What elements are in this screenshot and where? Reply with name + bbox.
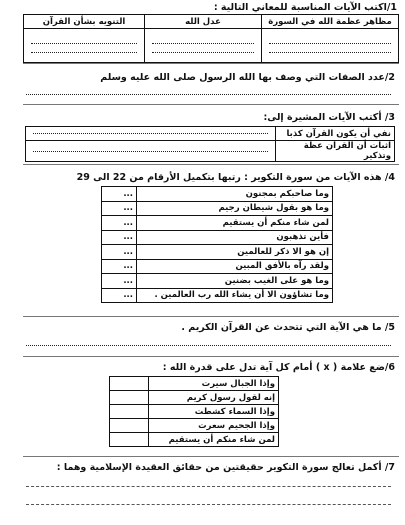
q4-number-cell[interactable]: ... xyxy=(102,230,137,245)
q6-verse: وإذا الجحيم سعرت xyxy=(149,419,279,433)
q4-table xyxy=(101,186,333,303)
q5-title: 5/ ما هي الآية التي تتحدث عن القرآن الكريم . xyxy=(181,322,395,333)
q3-answer-cell[interactable] xyxy=(26,141,276,162)
q6-verse: وإذا السماء كشطت xyxy=(149,405,279,419)
q4-number-cell[interactable]: ... xyxy=(102,259,137,274)
q6-verse: وإذا الجبال سيرت xyxy=(149,377,279,391)
q4-number-cell[interactable]: ... xyxy=(102,245,137,260)
section-divider xyxy=(23,104,399,105)
q1-answer-cell[interactable] xyxy=(24,29,145,63)
q3-answer-cell[interactable] xyxy=(26,127,276,141)
q1-header-greatness: مظاهر عظمة الله في السورة xyxy=(262,15,399,29)
q1-table xyxy=(23,14,399,63)
q6-mark-cell[interactable] xyxy=(110,377,149,391)
q5-answer-line[interactable] xyxy=(26,345,391,346)
q4-verse: إن هو الا ذكر للعالمين xyxy=(137,245,333,260)
q4-number-cell[interactable]: ... xyxy=(102,288,137,303)
q1-header-quran: التنويه بشأن القرآن xyxy=(24,15,145,29)
q6-table xyxy=(109,376,279,447)
q1-header-justice: عدل الله xyxy=(145,15,262,29)
q3-title: 3/ أكتب الآيات المشيرة إلى: xyxy=(263,112,395,123)
q4-verse: ولقد رآه بالأفق المبين xyxy=(137,259,333,274)
q6-title: 6/ضع علامة ( x ) أمام كل آية تدل على قدرة الله : xyxy=(162,362,395,373)
q3-table xyxy=(25,126,395,162)
section-divider xyxy=(23,316,399,317)
q1-answer-cell[interactable] xyxy=(262,29,399,63)
q1-answer-cell[interactable] xyxy=(145,29,262,63)
q4-number-cell[interactable]: ... xyxy=(102,201,137,216)
q7-title: 7/ أكمل تعالج سورة التكوير حقيقتين من حقائق العقيدة الإسلامية وهما : xyxy=(56,462,395,473)
q6-mark-cell[interactable] xyxy=(110,391,149,405)
q6-verse: إنه لقول رسول كريم xyxy=(149,391,279,405)
section-divider xyxy=(23,356,399,357)
section-divider xyxy=(23,63,399,64)
q4-verse: وما صاحبكم بمجنون xyxy=(137,187,333,202)
section-divider xyxy=(23,164,399,165)
q7-answer-line[interactable] xyxy=(26,486,391,487)
q2-answer-line[interactable] xyxy=(26,94,391,95)
q4-verse: فأين تذهبون xyxy=(137,230,333,245)
q4-number-cell[interactable]: ... xyxy=(102,187,137,202)
q4-verse: لمن شاء منكم أن يستقيم xyxy=(137,216,333,231)
q6-mark-cell[interactable] xyxy=(110,419,149,433)
q1-title: 1/اكتب الآيات المناسبة للمعاني التالية : xyxy=(213,2,397,13)
q6-verse: لمن شاء منكم أن يستقيم xyxy=(149,433,279,447)
section-divider xyxy=(23,456,399,457)
q6-mark-cell[interactable] xyxy=(110,405,149,419)
q2-title: 2/عدد الصفات التي وصف بها الله الرسول صلى الله عليه وسلم xyxy=(100,72,395,83)
q4-verse: وما هو على الغيب بضنين xyxy=(137,274,333,289)
q4-verse: وما هو بقول شيطان رجيم xyxy=(137,201,333,216)
q3-row-label: اثبات أن القرآن عظة وتذكير xyxy=(276,141,395,162)
q4-number-cell[interactable]: ... xyxy=(102,216,137,231)
q3-row-label: نفي أن يكون القرآن كذبا xyxy=(276,127,395,141)
q6-mark-cell[interactable] xyxy=(110,433,149,447)
q4-number-cell[interactable]: ... xyxy=(102,274,137,289)
q4-title: 4/ هذه الآيات من سورة التكوير : رتبها بتكميل الأرقام من 22 الى 29 xyxy=(76,172,395,183)
q7-answer-line[interactable] xyxy=(26,504,391,505)
q4-verse: وما تشاؤون الا أن يشاء الله رب العالمين . xyxy=(137,288,333,303)
